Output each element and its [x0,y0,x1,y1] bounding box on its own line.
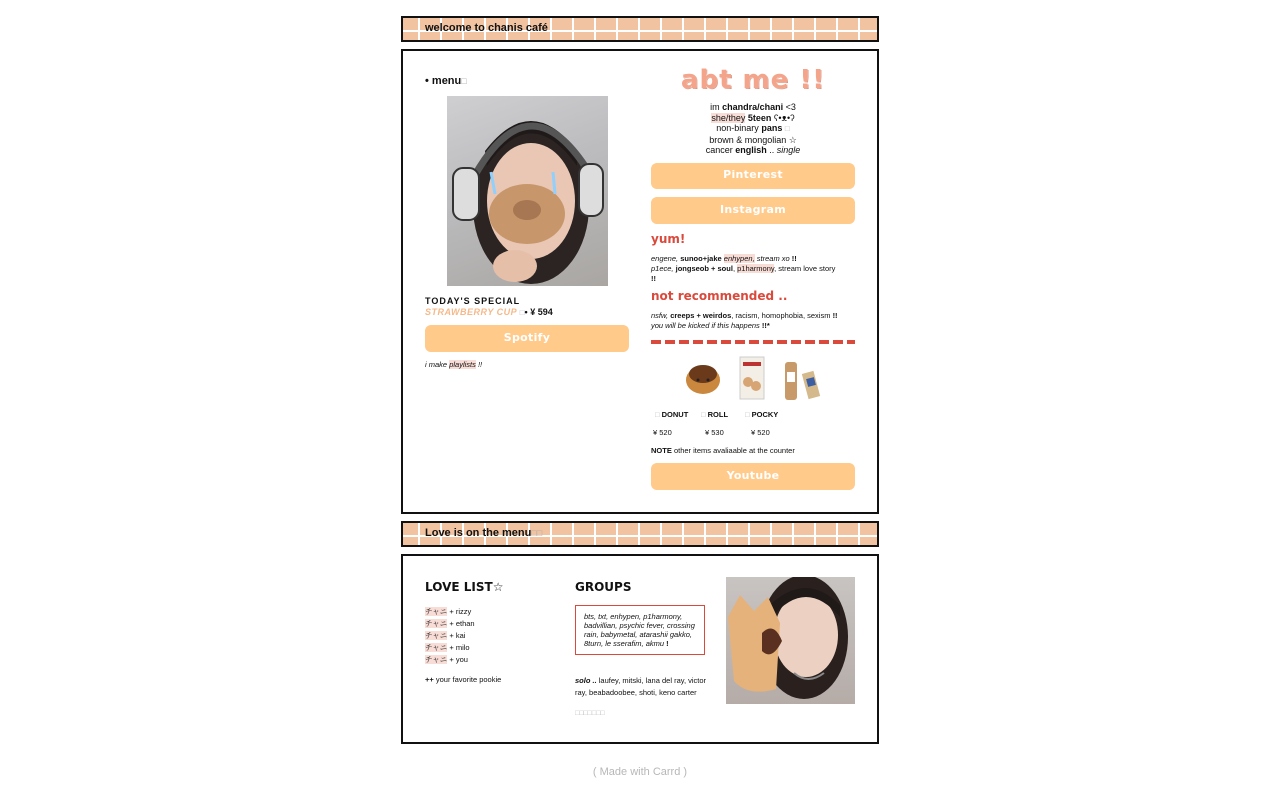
yum-text [651,254,855,284]
line5-italic: single [776,145,801,155]
menu-label: • menu [425,75,462,87]
solo-label: solo .. [575,676,597,685]
special-line [425,307,553,317]
playlists-pre: i make [425,360,448,369]
line1-post: <3 [785,102,796,112]
entry-tag: チャニ [425,631,448,640]
item-roll[interactable] [701,410,751,437]
lovelist-entry [425,642,475,654]
about-title: abt me !! [680,65,826,95]
about-lines [651,102,855,156]
note-line [651,446,795,456]
groups-title: GROUPS [575,580,632,594]
welcome-title: welcome to chanis café [425,22,548,34]
welcome-banner [401,16,879,42]
note-label: NOTE [651,446,672,455]
yum-g: jongseob + soul [675,264,733,273]
extra-text: your favorite pookie [435,675,502,684]
notrec-e: you will be kicked if this happens [651,321,760,330]
extra-bold: ++ [425,675,434,684]
entry-tag: チャニ [425,619,448,628]
about-line-1 [651,102,855,113]
bottom-photo [726,577,855,704]
donut-name: DONUT [661,410,689,419]
groups-end: ! [666,639,669,648]
solo-list: laufey, mitski, lana del ray, victor ray, beabadoobee, shoti, keno carter [575,676,707,697]
item-pocky[interactable] [745,410,805,437]
youtube-button[interactable]: Youtube [651,463,855,490]
footer-credit[interactable]: ( Made with Carrd ) [592,766,688,778]
pocky-glyph: □ [745,410,750,419]
yum-e: !! [791,254,797,263]
yum-k: !! [651,274,656,283]
love-banner-title: Love is on the menu [425,527,532,539]
line2-bear: ʕ•ᴥ•ʔ [773,112,795,123]
entry-tag: チャニ [425,607,448,616]
playlists-line [425,360,482,370]
note-text: other items avaliaable at the counter [673,446,795,455]
solo-text [575,675,709,699]
entry-text: + ethan [449,619,475,628]
lovelist-extra [425,675,501,685]
love-banner-glyph: □□ [531,528,543,538]
yum-d: stream xo [756,254,790,263]
yum-f: p1ece, [651,264,674,273]
entry-text: + kai [449,631,466,640]
about-line-5 [651,145,855,156]
yum-i: p1harmony [737,264,775,273]
donut-price: ¥ 520 [653,428,672,437]
pinterest-button[interactable]: Pinterest [651,163,855,189]
line2-age: 5teen [747,112,772,123]
main-card [401,49,879,514]
instagram-button[interactable]: Instagram [651,197,855,224]
line5-bold: english [735,145,767,155]
notrec-title: not recommended .. [651,289,788,303]
pocky-name: POCKY [751,410,779,419]
line1-pre: im [710,102,720,112]
entry-text: + rizzy [449,607,472,616]
groups-list: bts, txt, enhypen, p1harmony, badvillian, psychic fever, crossing rain, babymetal, atarashii gakko, 8turn, le sserafim, akmu [584,612,695,648]
love-banner [401,521,879,547]
special-glyph: □ [519,308,525,317]
groups-box [575,605,705,655]
line2-pronouns: she/they [711,112,746,123]
pocky-price: ¥ 520 [751,428,770,437]
spotify-button[interactable]: Spotify [425,325,629,352]
about-line-2 [651,113,855,124]
line5-mid: .. [769,145,775,155]
line3-pre: non-binary [716,123,759,133]
entry-tag: チャニ [425,643,448,652]
playlists-link[interactable]: playlists [449,360,476,369]
love-card [401,554,879,744]
item-donut[interactable] [655,410,705,437]
profile-photo [447,96,608,286]
lovelist-entry [425,654,475,666]
about-line-3 [651,123,855,135]
yum-j: , stream love story [774,264,836,273]
line3-bold: pans [761,123,783,133]
entry-text: + you [449,655,468,664]
yum-h: , [732,264,736,273]
line5-pre: cancer [705,145,733,155]
notrec-b: creeps + weirdos [670,311,732,320]
special-price: • ¥ 594 [524,307,553,317]
roll-price: ¥ 530 [705,428,724,437]
notrec-d: !! [832,311,838,320]
notrec-text [651,311,857,331]
groups-glyphs: □□□□□□□ [575,710,605,717]
photo-illustration [447,96,608,286]
entry-tag: チャニ [425,655,448,664]
yum-title: yum! [651,232,686,246]
roll-name: ROLL [707,410,729,419]
entry-text: + milo [449,643,470,652]
yum-b: sunoo+jake [680,254,722,263]
lovelist-entry [425,606,475,618]
notrec-a: nsfw, [651,311,669,320]
special-title: TODAY'S SPECIAL [425,296,521,306]
lovelist-title: LOVE LIST☆ [425,580,504,594]
yum-a: engene, [651,254,679,263]
line1-name: chandra/chani [722,102,784,112]
menu-glyph: □ [461,76,467,86]
lovelist-entry [425,630,475,642]
donut-image [685,360,721,396]
playlists-post: !! [477,360,483,369]
lovelist-entries [425,606,475,666]
notrec-f: !!* [761,321,770,330]
notrec-c: , racism, homophobia, sexism [731,311,831,320]
pocky-image [779,358,827,402]
roll-glyph: □ [701,410,706,419]
yum-c: enhypen, [723,254,755,263]
special-item: STRAWBERRY CUP [425,307,518,317]
lovelist-entry [425,618,475,630]
menu-heading [425,75,467,87]
dashed-divider [651,340,855,344]
about-line-4: brown & mongolian ☆ [709,134,797,145]
donut-glyph: □ [655,410,660,419]
love-banner-label [425,527,542,539]
roll-image [739,356,765,400]
line3-glyph: □ [784,124,790,133]
